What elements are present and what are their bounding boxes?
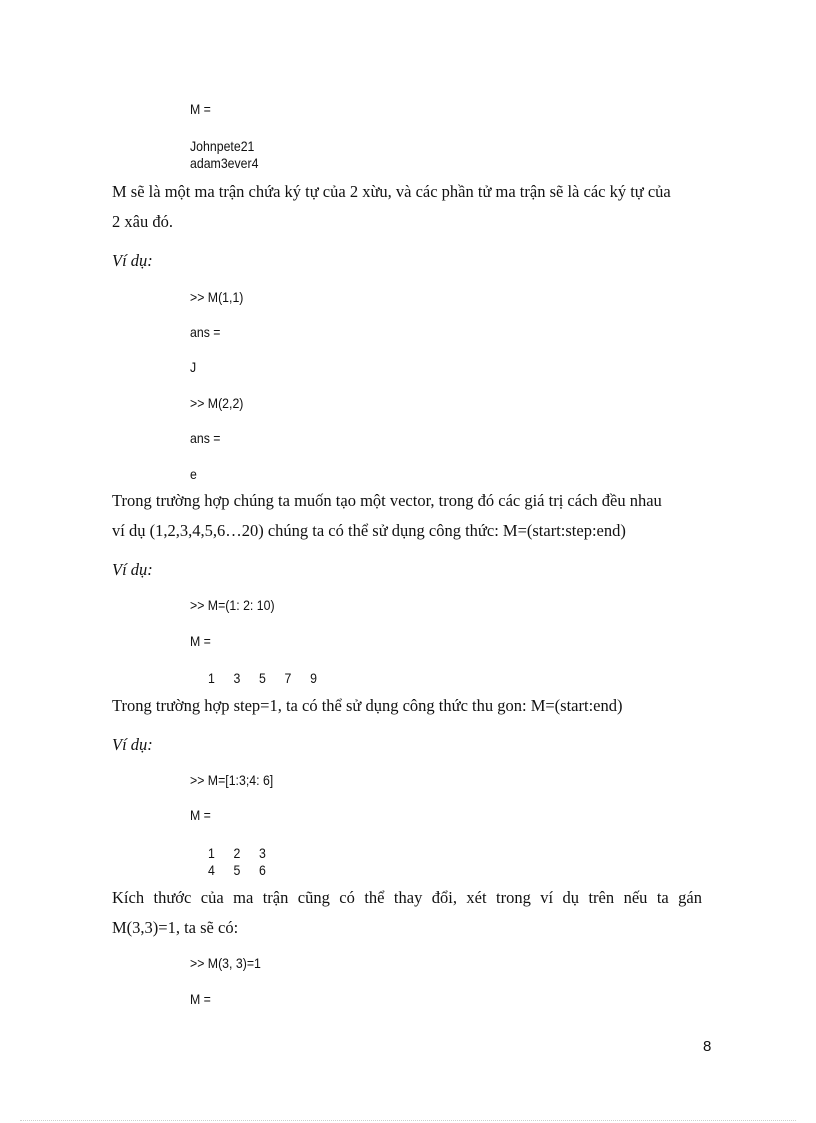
vector-value: 9 [310, 670, 317, 686]
matrix-value: 5 [233, 862, 241, 878]
code-line-cmd: >> M(1,1) [190, 289, 244, 305]
code-line-row2: adam3ever4 [190, 155, 259, 171]
paragraph-line: M(3,3)=1, ta sẽ có: [112, 918, 239, 937]
example-label: Ví dụ: [112, 560, 153, 579]
matrix-value: 6 [259, 862, 266, 878]
vector-value: 1 [208, 670, 215, 686]
code-line-value: e [190, 466, 197, 482]
matrix-value: 2 [233, 845, 241, 861]
example-label: Ví dụ: [112, 735, 153, 754]
matrix-output-row [208, 845, 285, 861]
matrix-value: 4 [208, 862, 215, 878]
page-number: 8 [703, 1038, 712, 1055]
paragraph-line: M sẽ là một ma trận chứa ký tự của 2 xừu, và các phần tử ma trận sẽ là các ký tự của [112, 182, 671, 201]
code-line-cmd: >> M=(1: 2: 10) [190, 597, 275, 613]
code-line-m-eq: M = [190, 101, 211, 117]
vector-value: 7 [284, 670, 292, 686]
code-line-m-eq: M = [190, 991, 211, 1007]
vector-output-row [208, 670, 336, 686]
code-line-m-eq: M = [190, 633, 211, 649]
matrix-value: 1 [208, 845, 215, 861]
vector-value: 3 [233, 670, 241, 686]
paragraph-line: Kích thước của ma trận cũng có thể thay đổi, xét trong ví dụ trên nếu ta gán [112, 888, 702, 907]
code-line-cmd: >> M=[1:3;4: 6] [190, 772, 274, 788]
code-line-cmd: >> M(2,2) [190, 395, 244, 411]
code-line-ans: ans = [190, 324, 221, 340]
matrix-value: 3 [259, 845, 266, 861]
vector-value: 5 [259, 670, 266, 686]
paragraph-line: 2 xâu đó. [112, 212, 173, 231]
code-line-ans: ans = [190, 430, 221, 446]
page-bottom-rule [20, 1120, 796, 1121]
code-line-cmd: >> M(3, 3)=1 [190, 955, 261, 971]
code-line-row1: Johnpete21 [190, 138, 255, 154]
paragraph-line: ví dụ (1,2,3,4,5,6…20) chúng ta có thể sử dụng công thức: M=(start:step:end) [112, 521, 626, 540]
matrix-output-row [208, 862, 285, 878]
paragraph-line: Trong trường hợp step=1, ta có thể sử dụng công thức thu gon: M=(start:end) [112, 696, 623, 715]
code-line-m-eq: M = [190, 807, 211, 823]
example-label: Ví dụ: [112, 251, 153, 270]
code-line-value: J [190, 359, 197, 375]
paragraph-line: Trong trường hợp chúng ta muốn tạo một vector, trong đó các giá trị cách đều nhau [112, 491, 662, 510]
